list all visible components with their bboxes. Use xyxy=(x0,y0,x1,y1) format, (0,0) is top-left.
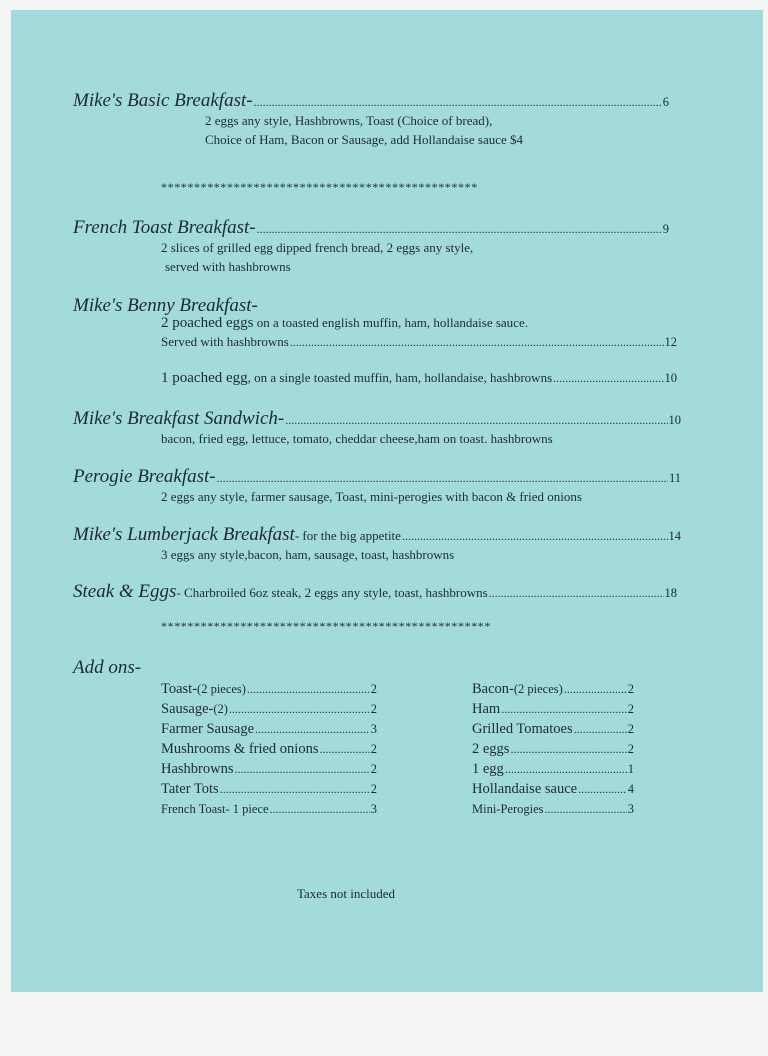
separator: ************************************************** xyxy=(161,619,491,633)
item-price: 14 xyxy=(668,529,681,543)
addons-left-column xyxy=(161,679,377,819)
menu-item-basic-breakfast xyxy=(73,90,669,112)
item-subtitle: - Charbroiled 6oz steak, 2 eggs any style, toast, hashbrowns xyxy=(176,585,488,600)
dot-leader xyxy=(217,471,668,486)
menu-item-perogie xyxy=(73,466,681,488)
dot-leader xyxy=(553,371,663,386)
item-name: French Toast Breakfast- xyxy=(73,217,256,238)
item-name: Perogie Breakfast- xyxy=(73,466,216,487)
menu-item-french-toast xyxy=(73,217,669,239)
dot-leader xyxy=(285,413,667,428)
addon-ham: Ham ..... 2 xyxy=(472,699,634,719)
dot-leader xyxy=(257,222,662,237)
addon-grilled-tomatoes: Grilled Tomatoes ..... 2 xyxy=(472,719,634,739)
addon-2-eggs: 2 eggs ..... 2 xyxy=(472,739,634,759)
item-price: 6 xyxy=(662,95,669,109)
dot-leader xyxy=(254,95,662,110)
addon-tater-tots: Tater Tots ..... 2 xyxy=(161,779,377,799)
benny-option-2-eggs: 2 poached eggs on a toasted english muffin, ham, hollandaise sauce. xyxy=(161,315,528,331)
addon-hashbrowns: Hashbrowns ..... 2 xyxy=(161,759,377,779)
item-name: Mike's Basic Breakfast- xyxy=(73,90,253,111)
item-description: 2 slices of grilled egg dipped french bread, 2 eggs any style, served with hashbrowns xyxy=(161,240,474,274)
item-description: 3 eggs any style,bacon, ham, sausage, toast, hashbrowns xyxy=(161,547,455,562)
item-description: 2 eggs any style, farmer sausage, Toast, mini-perogies with bacon & fried onions xyxy=(161,489,582,504)
dot-leader xyxy=(290,335,664,350)
item-name: Mike's Lumberjack Breakfast xyxy=(73,524,295,545)
item-name: Mike's Breakfast Sandwich- xyxy=(73,408,285,429)
item-subtitle: - for the big appetite xyxy=(294,528,401,543)
item-price: 10 xyxy=(664,371,677,385)
addon-french-toast-piece: French Toast- 1 piece ..... 3 xyxy=(161,799,377,819)
menu-page xyxy=(11,10,763,992)
addon-sausage: Sausage- (2) ..... 2 xyxy=(161,699,377,719)
menu-item-lumberjack xyxy=(73,524,681,546)
addons-title: Add ons- xyxy=(73,657,142,678)
separator: ************************************************ xyxy=(161,180,478,194)
addon-bacon: Bacon- (2 pieces) ..... 2 xyxy=(472,679,634,699)
addon-hollandaise: Hollandaise sauce ..... 4 xyxy=(472,779,634,799)
addon-toast: Toast- (2 pieces) ..... 2 xyxy=(161,679,377,699)
item-price: 11 xyxy=(668,471,681,485)
benny-option-2-eggs-line2: Served with hashbrowns ..... 12 xyxy=(161,334,677,350)
item-description: 2 eggs any style, Hashbrowns, Toast (Choice of bread), Choice of Ham, Bacon or Sausage, add Hollandaise sauce $4 xyxy=(205,113,524,147)
menu-item-steak-eggs xyxy=(73,581,677,603)
addon-farmer-sausage: Farmer Sausage ..... 3 xyxy=(161,719,377,739)
addon-mini-perogies: Mini-Perogies ..... 3 xyxy=(472,799,634,819)
item-description: bacon, fried egg, lettuce, tomato, cheddar cheese,ham on toast. hashbrowns xyxy=(161,431,553,446)
footer-note: Taxes not included xyxy=(297,886,396,901)
item-name: Steak & Eggs xyxy=(73,581,177,602)
addon-mushrooms-onions: Mushrooms & fried onions ..... 2 xyxy=(161,739,377,759)
item-price: 18 xyxy=(664,586,677,600)
dot-leader xyxy=(402,529,668,544)
menu-item-benny: Mike's Benny Breakfast- xyxy=(73,295,258,316)
item-price: 9 xyxy=(662,222,669,236)
addons-right-column xyxy=(472,679,634,819)
dot-leader xyxy=(489,586,664,601)
item-price: 12 xyxy=(664,335,677,349)
menu-item-sandwich xyxy=(73,408,681,430)
addon-1-egg: 1 egg ..... 1 xyxy=(472,759,634,779)
benny-option-1-egg: 1 poached egg , on a single toasted muffin, ham, hollandaise, hashbrowns ..... 10 xyxy=(161,370,677,387)
item-price: 10 xyxy=(668,413,681,427)
